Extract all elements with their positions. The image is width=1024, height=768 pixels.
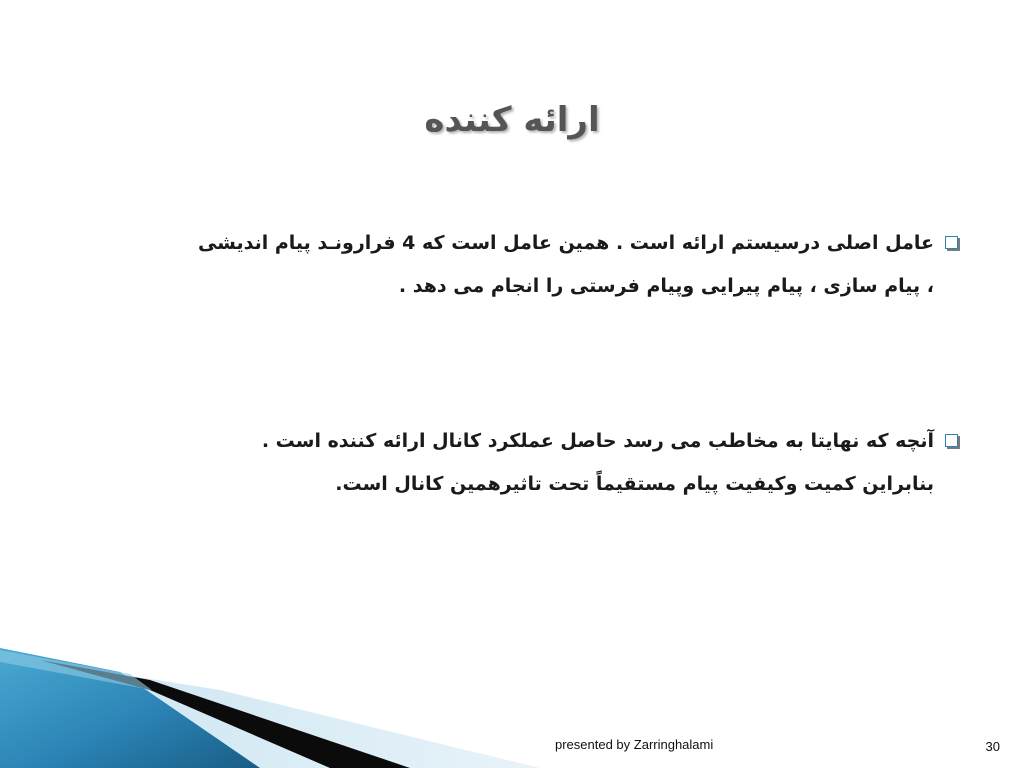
bullet-line: آنچه که نهایتا به مخاطب می رسد حاصل عملکرد کانال ارائه کننده است . [261, 430, 934, 452]
checkbox-bullet-icon [945, 236, 958, 249]
bullet-line: عامل اصلی درسیستم ارائه است . همین عامل است که 4 فرارونـد پیام اندیشی [197, 232, 934, 254]
checkbox-bullet-icon [945, 434, 958, 447]
slide-title: ارائه کننده [424, 100, 600, 140]
bullet-line: ، پیام سازی ، پیام پیرایی وپیام فرستی را انجام می دهد . [398, 275, 934, 297]
bullet-item [60, 222, 958, 308]
footer-presenter: presented by Zarringhalami [555, 737, 714, 752]
slide-number: 30 [985, 739, 1000, 754]
bullet-line: بنابراین کمیت وکیفیت پیام مستقیماً تحت تاثیرهمین کانال است. [335, 473, 934, 495]
bullet-item [60, 420, 958, 506]
